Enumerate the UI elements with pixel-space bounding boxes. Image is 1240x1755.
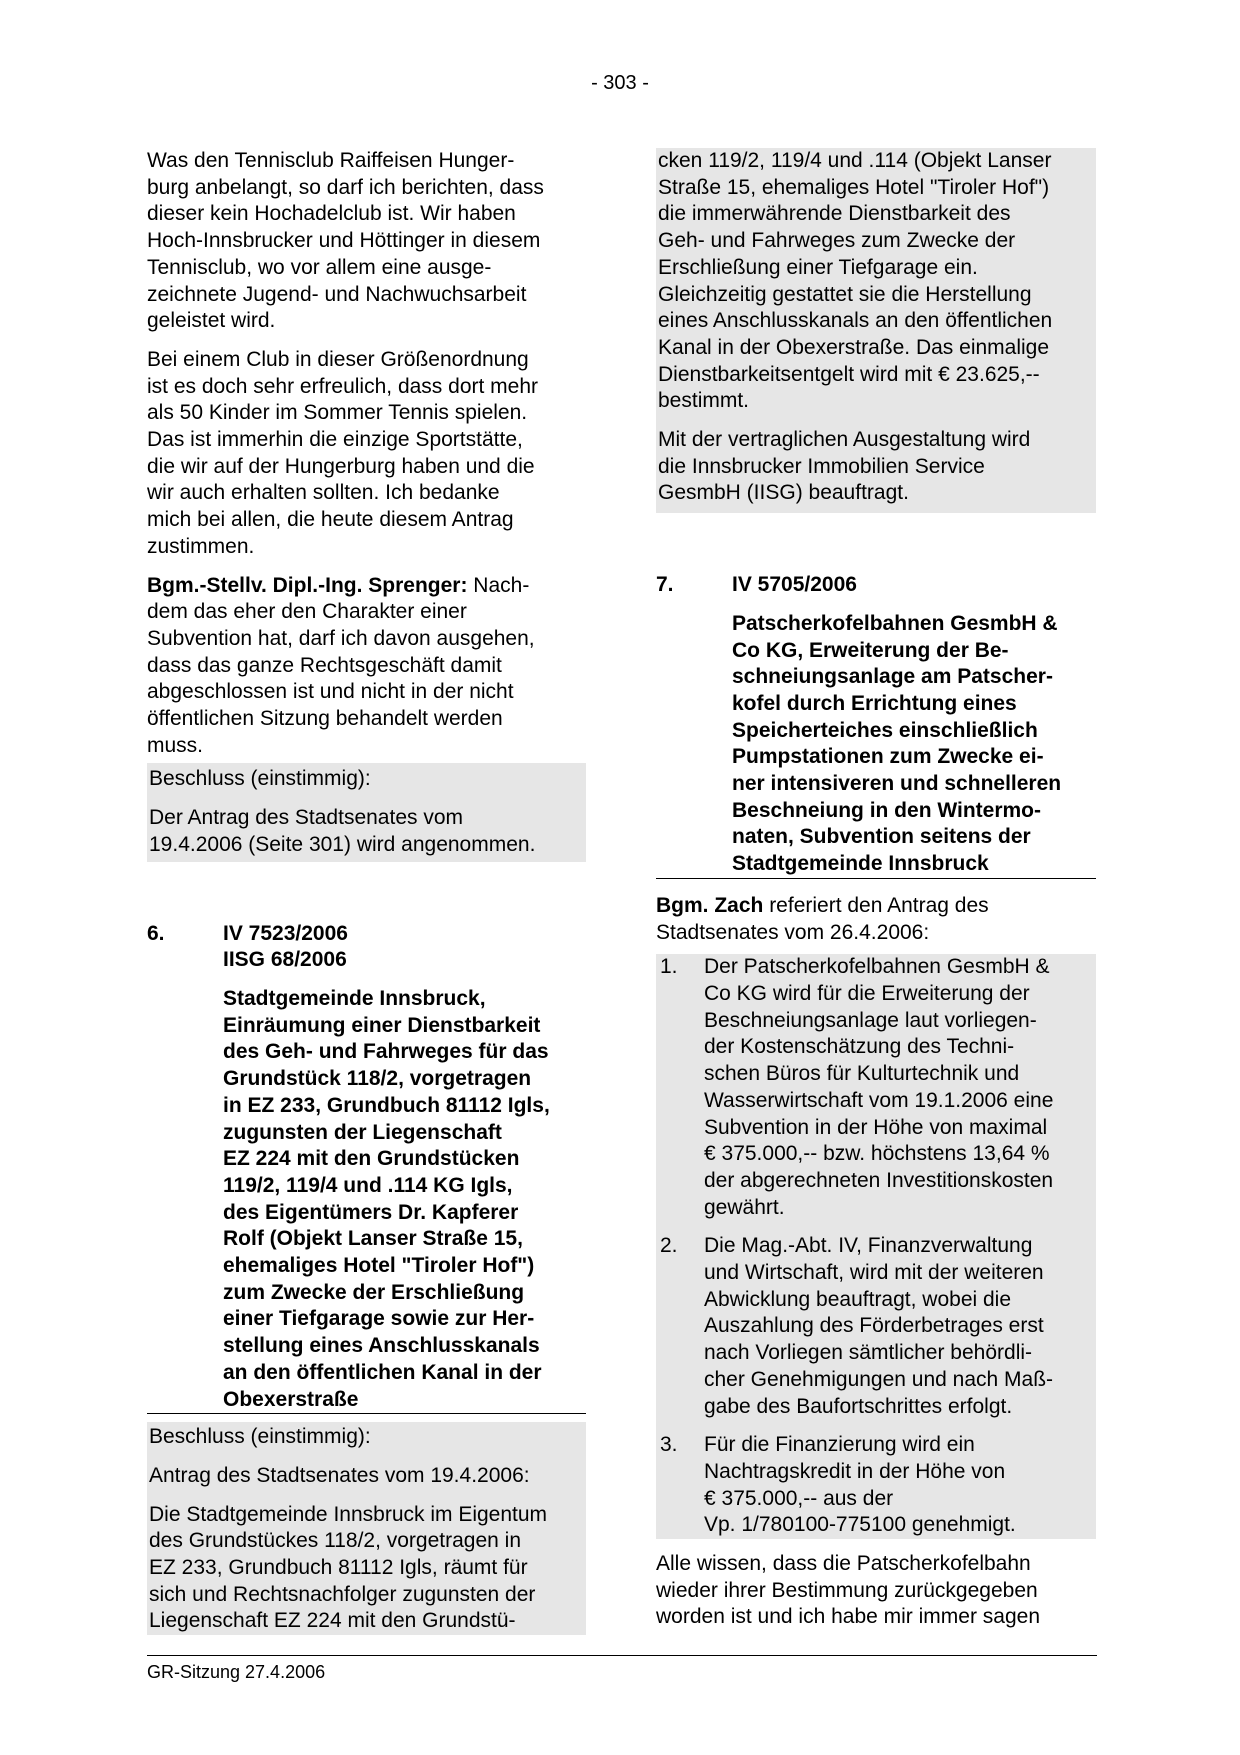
text-line: stellung eines Anschlusskanals	[223, 1334, 540, 1358]
paragraph-sprenger	[147, 573, 586, 760]
text-line: dieser kein Hochadelclub ist. Wir haben	[147, 202, 516, 226]
text-line: Co KG wird für die Erweiterung der	[704, 981, 1030, 1005]
text-line: Speicherteiches einschließlich	[732, 718, 1038, 742]
text-line: cken 119/2, 119/4 und .114 (Objekt Lanser	[658, 149, 1052, 172]
text-line: Was den Tennisclub Raiffeisen Hunger-	[147, 149, 515, 172]
text-line: Liegenschaft EZ 224 mit den Grundstü-	[149, 1609, 516, 1633]
text-line: an den öffentlichen Kanal in der	[223, 1360, 542, 1384]
text-line: dass das ganze Rechtsgeschäft damit	[147, 653, 502, 677]
text-line: Beschneiungsanlage laut vorliegen-	[704, 1008, 1037, 1032]
text-line: muss.	[147, 733, 204, 757]
resolution-continuation	[656, 148, 1096, 513]
text-line: Rolf (Objekt Lanser Straße 15,	[223, 1227, 523, 1251]
text-line: wieder ihrer Bestimmung zurückgegeben	[656, 1578, 1038, 1602]
text-line: Stadtsenates vom 26.4.2006:	[656, 920, 930, 944]
text-line: Erschließung einer Tiefgarage ein.	[658, 255, 978, 279]
motion-continuation-text	[658, 148, 1094, 415]
text-line: Für die Finanzierung wird ein	[704, 1433, 975, 1457]
text-line: Nachtragskredit in der Höhe von	[704, 1459, 1006, 1483]
resolution-block-2	[147, 1422, 586, 1635]
text-line: der abgerechneten Investitionskosten	[704, 1168, 1054, 1192]
text-line: Stadtgemeinde Innsbruck,	[223, 986, 486, 1010]
text-line: Dienstbarkeitsentgelt wird mit € 23.625,--	[658, 362, 1040, 386]
paragraph-sprenger-rest	[147, 599, 586, 759]
text-line: kofel durch Errichtung eines	[732, 691, 1017, 715]
text-line: Patscherkofelbahnen GesmbH &	[732, 611, 1058, 635]
agenda-ref: IV 7523/2006	[223, 921, 348, 945]
text-line: Beschneiung in den Wintermo-	[732, 798, 1041, 822]
text-line: ner intensiveren und schnelleren	[732, 772, 1062, 796]
text-line: als 50 Kinder im Sommer Tennis spielen.	[147, 401, 528, 425]
text-line: 19.4.2006 (Seite 301) wird angenommen.	[149, 832, 536, 856]
page-number: - 303 -	[591, 72, 649, 94]
agenda-number: 7.	[656, 573, 674, 597]
resolution-label: Beschluss (einstimmig):	[149, 767, 371, 791]
text-line: nach Vorliegen sämtlicher behördli-	[704, 1341, 1033, 1365]
mandate-text	[658, 427, 1094, 507]
text-line: Gleichzeitig gestattet sie die Herstellung	[658, 282, 1032, 306]
text-line: schneiungsanlage am Patscher-	[732, 665, 1053, 689]
text-line: Kanal in der Obexerstraße. Das einmalige	[658, 335, 1050, 359]
text-line: EZ 224 mit den Grundstücken	[223, 1147, 520, 1171]
text-line: und Wirtschaft, wird mit der weiteren	[704, 1261, 1044, 1285]
agenda-item-7	[656, 572, 1096, 879]
text-line: Der Patscherkofelbahnen GesmbH &	[704, 955, 1050, 979]
text-line: die Innsbrucker Immobilien Service	[658, 454, 985, 478]
text-line: Grundstück 118/2, vorgetragen	[223, 1067, 532, 1091]
text-line: Vp. 1/780100-775100 genehmigt.	[704, 1513, 1016, 1537]
list-text	[704, 1233, 1096, 1420]
text-line: worden ist und ich habe mir immer sagen	[656, 1605, 1041, 1629]
list-text	[704, 1432, 1096, 1539]
paragraph-zach-rest	[656, 920, 1096, 947]
text-line: abgeschlossen ist und nicht in der nicht	[147, 680, 514, 704]
footer-text: GR-Sitzung 27.4.2006	[147, 1662, 326, 1682]
text-line: Subvention in der Höhe von maximal	[704, 1115, 1048, 1139]
agenda-number: 6.	[147, 921, 165, 945]
paragraph-club-size	[147, 347, 586, 561]
paragraph-zach	[656, 893, 1096, 946]
speaker-text: Nach-	[467, 573, 530, 597]
list-item	[656, 1432, 1096, 1539]
text-line: ist es doch sehr erfreulich, dass dort mehr	[147, 374, 539, 398]
text-line: des Grundstückes 118/2, vorgetragen in	[149, 1529, 522, 1553]
text-line: € 375.000,-- bzw. höchstens 13,64 %	[704, 1142, 1050, 1166]
text-line: mich bei allen, die heute diesem Antrag	[147, 508, 514, 532]
list-item	[656, 954, 1096, 1221]
text-line: sich und Rechtsnachfolger zugunsten der	[149, 1582, 536, 1606]
text-line: Obexerstraße	[223, 1387, 359, 1411]
text-line: des Geh- und Fahrweges für das	[223, 1040, 549, 1064]
list-number: 3.	[660, 1433, 678, 1457]
text-line: dem das eher den Charakter einer	[147, 600, 467, 624]
text-line: Auszahlung des Förderbetrages erst	[704, 1314, 1044, 1338]
text-line: Einräumung einer Dienstbarkeit	[223, 1013, 541, 1037]
text-line: zum Zwecke der Erschließung	[223, 1280, 525, 1304]
text-line: Die Stadtgemeinde Innsbruck im Eigentum	[149, 1502, 548, 1526]
motion-list	[656, 954, 1096, 1539]
text-line: schen Büros für Kulturtechnik und	[704, 1062, 1020, 1086]
text-line: naten, Subvention seitens der	[732, 825, 1031, 849]
text-line: Das ist immerhin die einzige Sportstätte,	[147, 428, 523, 452]
text-line: Co KG, Erweiterung der Be-	[732, 638, 1009, 662]
text-line: wir auch erhalten sollten. Ich bedanke	[147, 481, 500, 505]
text-line: einer Tiefgarage sowie zur Her-	[223, 1307, 535, 1331]
text-line: Subvention hat, darf ich davon ausgehen,	[147, 626, 535, 650]
text-line: Die Mag.-Abt. IV, Finanzverwaltung	[704, 1234, 1033, 1258]
text-line: Der Antrag des Stadtsenates vom	[149, 806, 464, 830]
text-line: zustimmen.	[147, 534, 255, 558]
speaker-text: referiert den Antrag des	[763, 893, 989, 917]
footer-rule	[147, 1655, 1097, 1656]
text-line: EZ 233, Grundbuch 81112 Igls, räumt für	[149, 1556, 528, 1580]
text-line: in EZ 233, Grundbuch 81112 Igls,	[223, 1093, 550, 1117]
text-line: 119/2, 119/4 und .114 KG Igls,	[223, 1173, 513, 1197]
text-line: zeichnete Jugend- und Nachwuchsarbeit	[147, 282, 527, 306]
resolution-label: Beschluss (einstimmig):	[149, 1425, 371, 1449]
resolution-text	[149, 805, 584, 861]
text-line: Stadtgemeinde Innsbruck	[732, 852, 989, 876]
text-line: Wasserwirtschaft vom 19.1.2006 eine	[704, 1088, 1054, 1112]
agenda-title	[223, 986, 586, 1413]
speaker-name: Bgm. Zach	[656, 893, 764, 917]
text-line: Abwicklung beauftragt, wobei die	[704, 1287, 1012, 1311]
text-line: öffentlichen Sitzung behandelt werden	[147, 707, 503, 731]
agenda-item-6	[147, 921, 586, 1415]
text-line: der Kostenschätzung des Techni-	[704, 1035, 1015, 1059]
text-line: Bei einem Club in dieser Größenordnung	[147, 347, 529, 371]
text-line: des Eigentümers Dr. Kapferer	[223, 1200, 519, 1224]
paragraph-tennisclub	[147, 148, 586, 335]
agenda-ref: IISG 68/2006	[223, 948, 347, 972]
list-text	[704, 954, 1096, 1221]
agenda-ref: IV 5705/2006	[732, 573, 857, 597]
paragraph-patscherkofelbahn	[656, 1551, 1096, 1631]
text-line: Tennisclub, wo vor allem eine ausge-	[147, 255, 492, 279]
list-number: 1.	[660, 955, 678, 979]
agenda-title	[732, 611, 1096, 878]
text-line: gewährt.	[704, 1195, 785, 1219]
list-number: 2.	[660, 1234, 678, 1258]
motion-heading: Antrag des Stadtsenates vom 19.4.2006:	[149, 1463, 530, 1487]
left-column	[147, 148, 586, 1635]
text-line: Alle wissen, dass die Patscherkofelbahn	[656, 1552, 1031, 1576]
text-line: cher Genehmigungen und nach Maß-	[704, 1367, 1054, 1391]
text-line: ehemaliges Hotel "Tiroler Hof")	[223, 1254, 535, 1278]
list-item	[656, 1233, 1096, 1420]
speaker-name: Bgm.-Stellv. Dipl.-Ing. Sprenger:	[147, 573, 468, 597]
text-line: die immerwährende Dienstbarkeit des	[658, 202, 1011, 226]
text-line: Straße 15, ehemaliges Hotel "Tiroler Hof")	[658, 175, 1050, 199]
text-line: eines Anschlusskanals an den öffentlichen	[658, 309, 1053, 333]
text-line: gabe des Baufortschrittes erfolgt.	[704, 1394, 1013, 1418]
resolution-block-1	[147, 763, 586, 861]
right-column	[656, 148, 1096, 1631]
text-line: Mit der vertraglichen Ausgestaltung wird	[658, 428, 1031, 452]
text-line: zugunsten der Liegenschaft	[223, 1120, 502, 1144]
motion-text	[149, 1502, 584, 1636]
text-line: € 375.000,-- aus der	[704, 1486, 894, 1510]
text-line: geleistet wird.	[147, 309, 276, 333]
text-line: GesmbH (IISG) beauftragt.	[658, 481, 909, 505]
text-line: Pumpstationen zum Zwecke ei-	[732, 745, 1044, 769]
text-line: bestimmt.	[658, 389, 750, 413]
text-line: die wir auf der Hungerburg haben und die	[147, 454, 535, 478]
text-line: burg anbelangt, so darf ich berichten, dass	[147, 175, 544, 199]
text-line: Geh- und Fahrweges zum Zwecke der	[658, 229, 1016, 253]
text-line: Hoch-Innsbrucker und Höttinger in diesem	[147, 229, 541, 253]
